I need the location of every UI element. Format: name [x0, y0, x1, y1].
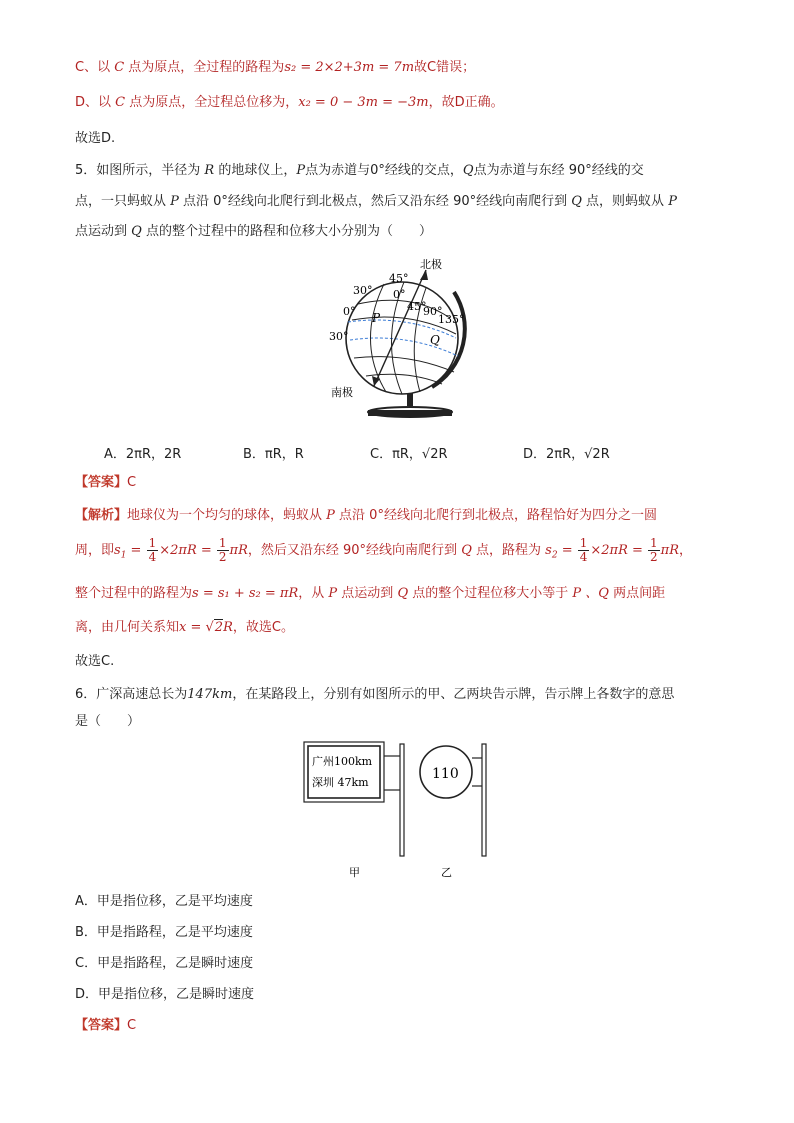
- sign-yi-caption: 乙: [441, 866, 452, 879]
- prev-option-c-explanation: C、以 C 点为原点，全过程的路程为s₂ = 2×2+3m = 7m故C错误；: [75, 60, 476, 75]
- q5-choice: 故选C.: [75, 654, 115, 669]
- q6-answer: 【答案】C: [75, 1018, 137, 1033]
- prev-choice: 故选D.: [75, 131, 116, 146]
- sign-jia-line2: 深圳 47km: [312, 776, 369, 789]
- sign-jia-caption: 甲: [349, 866, 360, 879]
- svg-text:30°: 30°: [353, 284, 373, 297]
- svg-text:0°: 0°: [343, 305, 356, 318]
- south-pole-label: 南极: [331, 386, 353, 399]
- road-signs-figure: [300, 738, 500, 884]
- q6-option-a: A．甲是指位移，乙是平均速度: [75, 894, 253, 909]
- sign-jia-line1: 广州100km: [312, 755, 373, 768]
- prev-option-d-explanation: D、以 C 点为原点，全过程总位移为，x₂ = 0 − 3m = −3m，故D正确。: [75, 95, 504, 110]
- svg-text:30°: 30°: [329, 330, 349, 343]
- q6-stem-line2: 是（ ）: [75, 714, 141, 729]
- q5-analysis-line1: 【解析】地球仪为一个均匀的球体，蚂蚁从 P 点沿 0°经线向北爬行到北极点，路程恰好为四分之一圆: [75, 508, 657, 523]
- q5-analysis-line3: 整个过程中的路程为s = s₁ + s₂ = πR，从 P 点运动到 Q 点的整个过程位移大小等于 P 、Q 两点间距: [75, 586, 666, 601]
- q5-option-b: B．πR，R: [243, 447, 304, 462]
- svg-text:135°: 135°: [438, 313, 465, 326]
- sign-jia-post: [400, 744, 404, 856]
- q5-analysis-line2: 周，即$s_1$ = $\frac{1}{4}$ ×2πR = $\frac{1}{2}$ πR，然后又沿东经 90°经线向南爬行到 Q 点，路程为 $s_2$ = $\frac{1}{4}$ ×2πR = $\frac{1}{2}$ πR，: [75, 536, 693, 564]
- sign-yi-post: [482, 744, 486, 856]
- q5-stem-line2: 点，一只蚂蚁从 P 点沿 0°经线向北爬行到北极点，然后又沿东经 90°经线向南爬行到 Q 点，则蚂蚁从 P: [75, 194, 677, 209]
- svg-text:0°: 0°: [393, 288, 406, 301]
- q6-option-b: B．甲是指路程，乙是平均速度: [75, 925, 253, 940]
- q5-stem-line3: 点运动到 Q 点的整个过程中的路程和位移大小分别为（ ）: [75, 224, 432, 239]
- sign-yi-speed: 110: [432, 766, 459, 782]
- svg-text:45°: 45°: [407, 300, 427, 313]
- north-pole-label: 北极: [420, 258, 442, 271]
- q6-option-c: C．甲是指路程，乙是瞬时速度: [75, 956, 254, 971]
- q5-analysis-line4: 离，由几何关系知x = √2R，故选C。: [75, 620, 294, 635]
- svg-text:90°: 90°: [423, 305, 443, 318]
- q5-option-d: D．2πR，√2R: [523, 447, 610, 462]
- q6-option-d: D．甲是指位移，乙是瞬时速度: [75, 987, 255, 1002]
- q5-answer: 【答案】C: [75, 475, 137, 490]
- globe-figure: [322, 252, 472, 424]
- q6-stem-line1: 6．广深高速总长为147km，在某路段上，分别有如图所示的甲、乙两块告示牌，告示牌上各数字的意思: [75, 687, 675, 702]
- point-p-label: P: [372, 311, 381, 325]
- sign-jia-board: [308, 746, 380, 798]
- q5-option-a: A．2πR，2R: [104, 447, 182, 462]
- point-q-label: Q: [430, 333, 440, 347]
- svg-text:45°: 45°: [389, 272, 409, 285]
- q5-option-c: C．πR，√2R: [370, 447, 448, 462]
- q5-stem-line1: 5．如图所示，半径为 R 的地球仪上，P点为赤道与0°经线的交点，Q点为赤道与东经 90°经线的交: [75, 163, 644, 178]
